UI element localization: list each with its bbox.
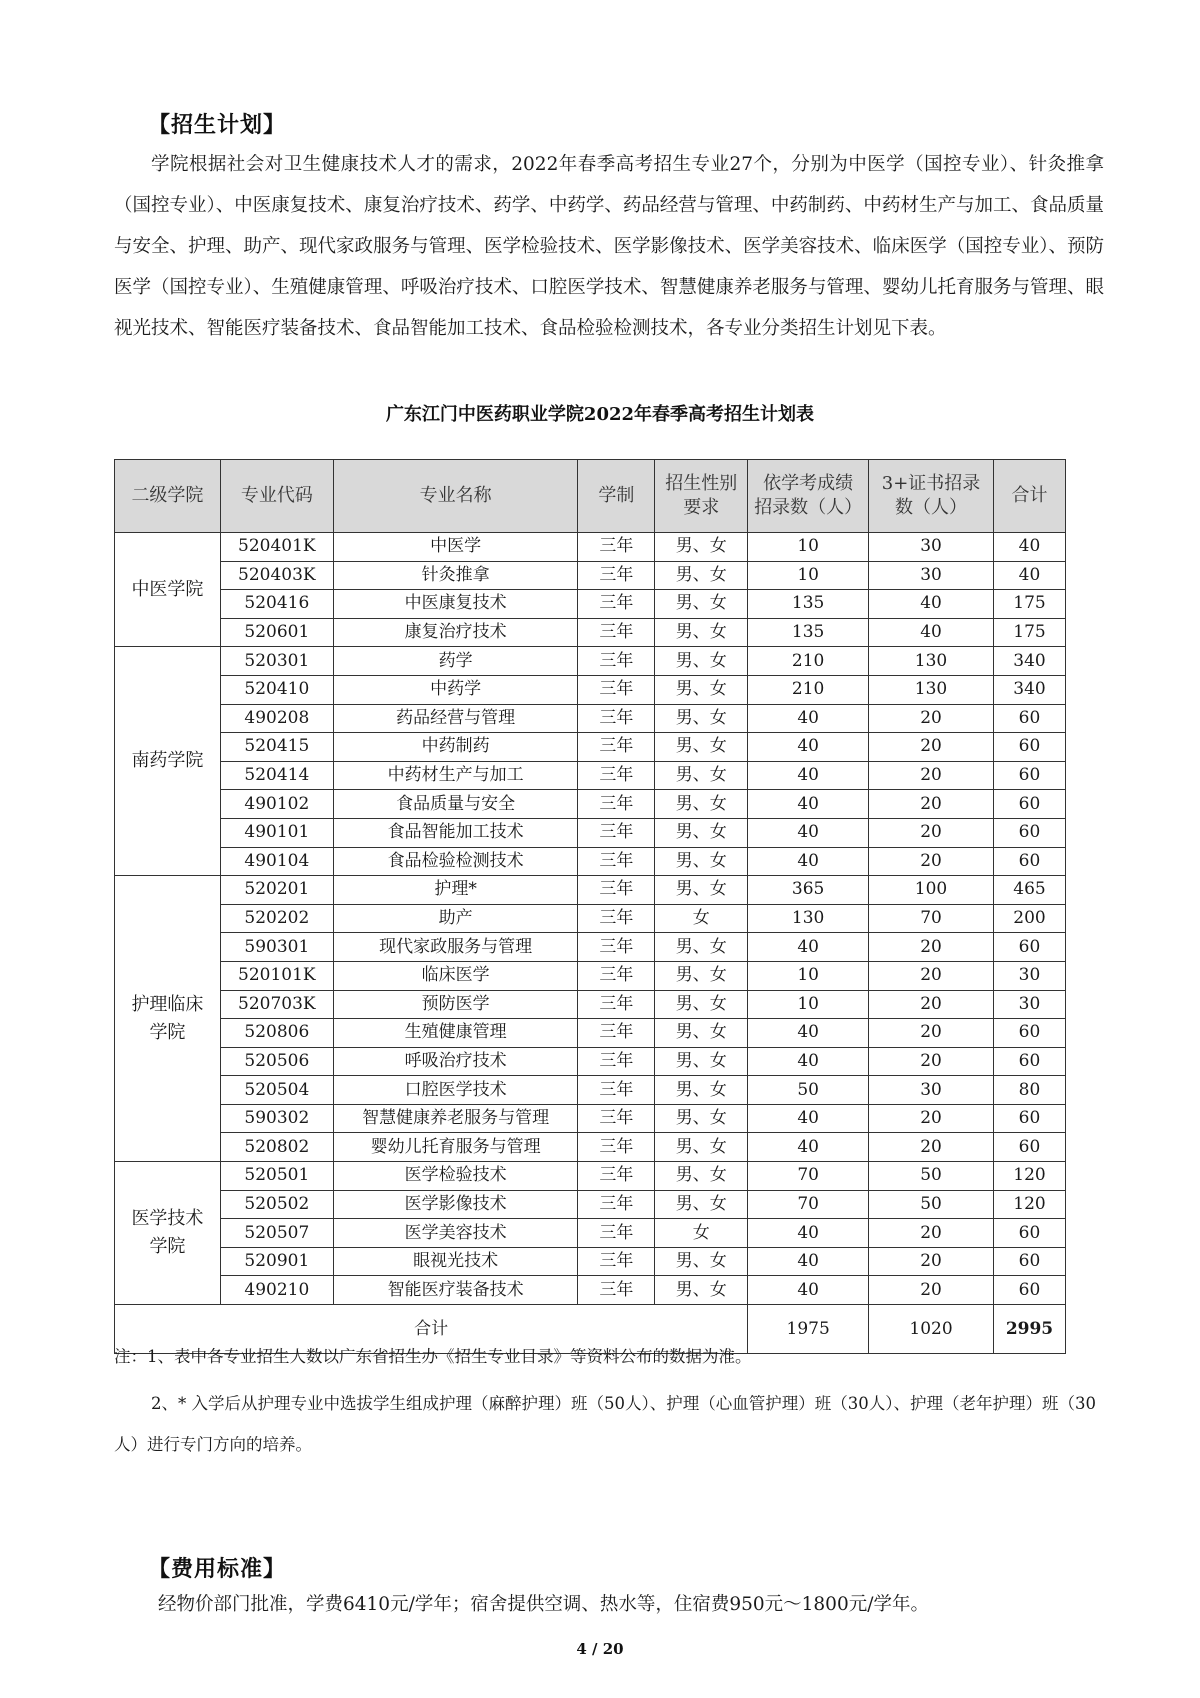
exam-count: 40 (748, 790, 869, 819)
exam-count: 70 (748, 1190, 869, 1219)
table-row (115, 1247, 1066, 1276)
duration: 三年 (578, 761, 655, 790)
exam-count: 50 (748, 1076, 869, 1105)
cert-count: 30 (869, 533, 994, 562)
cert-count: 20 (869, 1047, 994, 1076)
cert-count: 20 (869, 961, 994, 990)
row-total: 120 (993, 1162, 1065, 1191)
duration: 三年 (578, 647, 655, 676)
exam-count: 135 (748, 618, 869, 647)
exam-count: 40 (748, 1276, 869, 1305)
enrollment-plan-paragraph: 学院根据社会对卫生健康技术人才的需求，2022年春季高考招生专业27个，分别为中医学（国控专业）、针灸推拿（国控专业）、中医康复技术、康复治疗技术、药学、中药学、药品经营与管理、中药制药、中药材生产与加工、食品质量与安全、护理、助产、现代家政服务与管理、医学检验技术、医学影像技术、医学美容技术、临床医学（国控专业）、预防医学（国控专业）、生殖健康管理、呼吸治疗技术、口腔医学技术、智慧健康养老服务与管理、婴幼儿托育服务与管理、眼视光技术、智能医疗装备技术、食品智能加工技术、食品检验检测技术，各专业分类招生计划见下表。 (114, 154, 1104, 339)
major-code: 520415 (220, 733, 333, 762)
duration: 三年 (578, 1190, 655, 1219)
gender: 男、女 (655, 733, 748, 762)
table-row (115, 704, 1066, 733)
page-number: 4 / 20 (576, 1640, 624, 1658)
section-title-fee-standard: 【费用标准】 (148, 1557, 287, 1582)
major-name: 食品智能加工技术 (333, 818, 578, 847)
table-row (115, 618, 1066, 647)
total-cert: 1020 (869, 1305, 994, 1354)
major-code: 520401K (220, 533, 333, 562)
major-name: 药品经营与管理 (333, 704, 578, 733)
college-cell: 护理临床学院 (115, 876, 221, 1162)
row-total: 175 (993, 618, 1065, 647)
exam-count: 40 (748, 818, 869, 847)
exam-count: 40 (748, 1104, 869, 1133)
table-row (115, 1276, 1066, 1305)
gender: 男、女 (655, 1076, 748, 1105)
exam-count: 365 (748, 876, 869, 905)
exam-count: 210 (748, 647, 869, 676)
table-row (115, 1219, 1066, 1248)
major-name: 口腔医学技术 (333, 1076, 578, 1105)
cert-count: 70 (869, 904, 994, 933)
exam-count: 10 (748, 561, 869, 590)
major-name: 护理* (333, 876, 578, 905)
duration: 三年 (578, 1076, 655, 1105)
cert-count: 50 (869, 1190, 994, 1219)
table-row (115, 533, 1066, 562)
duration: 三年 (578, 1133, 655, 1162)
row-total: 60 (993, 704, 1065, 733)
exam-count: 40 (748, 704, 869, 733)
total-sum: 2995 (993, 1305, 1065, 1354)
major-code: 520501 (220, 1162, 333, 1191)
header-college: 二级学院 (115, 460, 221, 533)
exam-count: 40 (748, 1247, 869, 1276)
cert-count: 20 (869, 1247, 994, 1276)
row-total: 60 (993, 933, 1065, 962)
major-code: 490208 (220, 704, 333, 733)
gender: 男、女 (655, 933, 748, 962)
exam-count: 40 (748, 933, 869, 962)
cert-count: 20 (869, 704, 994, 733)
major-code: 520504 (220, 1076, 333, 1105)
table-row (115, 561, 1066, 590)
exam-count: 70 (748, 1162, 869, 1191)
row-total: 60 (993, 1047, 1065, 1076)
table-row (115, 761, 1066, 790)
major-name: 现代家政服务与管理 (333, 933, 578, 962)
major-code: 520410 (220, 675, 333, 704)
gender: 男、女 (655, 790, 748, 819)
major-code: 590302 (220, 1104, 333, 1133)
gender: 男、女 (655, 818, 748, 847)
gender: 男、女 (655, 990, 748, 1019)
row-total: 340 (993, 647, 1065, 676)
duration: 三年 (578, 818, 655, 847)
cert-count: 130 (869, 675, 994, 704)
major-code: 490210 (220, 1276, 333, 1305)
header-total: 合计 (993, 460, 1065, 533)
row-total: 340 (993, 675, 1065, 704)
duration: 三年 (578, 790, 655, 819)
cert-count: 20 (869, 1019, 994, 1048)
duration: 三年 (578, 1104, 655, 1133)
gender: 男、女 (655, 647, 748, 676)
major-name: 医学检验技术 (333, 1162, 578, 1191)
exam-count: 40 (748, 761, 869, 790)
major-code: 520502 (220, 1190, 333, 1219)
major-code: 520802 (220, 1133, 333, 1162)
table-row (115, 961, 1066, 990)
major-name: 食品检验检测技术 (333, 847, 578, 876)
major-name: 中药学 (333, 675, 578, 704)
duration: 三年 (578, 675, 655, 704)
cert-count: 20 (869, 1133, 994, 1162)
duration: 三年 (578, 990, 655, 1019)
duration: 三年 (578, 561, 655, 590)
major-code: 520202 (220, 904, 333, 933)
cert-count: 20 (869, 847, 994, 876)
gender: 男、女 (655, 847, 748, 876)
cert-count: 40 (869, 590, 994, 619)
row-total: 60 (993, 1247, 1065, 1276)
fee-paragraph: 经物价部门批准，学费6410元/学年；宿舍提供空调、热水等，住宿费950元～1800元/学年。 (158, 1594, 929, 1615)
row-total: 40 (993, 533, 1065, 562)
gender: 男、女 (655, 761, 748, 790)
major-name: 预防医学 (333, 990, 578, 1019)
major-code: 520901 (220, 1247, 333, 1276)
table-row (115, 1162, 1066, 1191)
gender: 女 (655, 1219, 748, 1248)
duration: 三年 (578, 904, 655, 933)
table-row (115, 1047, 1066, 1076)
table-row (115, 933, 1066, 962)
exam-count: 40 (748, 1047, 869, 1076)
table-row (115, 1190, 1066, 1219)
section-title-enrollment-plan: 【招生计划】 (148, 113, 287, 138)
row-total: 60 (993, 1019, 1065, 1048)
cert-count: 20 (869, 761, 994, 790)
major-code: 520601 (220, 618, 333, 647)
cert-count: 20 (869, 818, 994, 847)
duration: 三年 (578, 704, 655, 733)
cert-count: 20 (869, 1276, 994, 1305)
duration: 三年 (578, 1219, 655, 1248)
row-total: 60 (993, 818, 1065, 847)
major-name: 康复治疗技术 (333, 618, 578, 647)
duration: 三年 (578, 618, 655, 647)
gender: 男、女 (655, 561, 748, 590)
cert-count: 130 (869, 647, 994, 676)
gender: 男、女 (655, 704, 748, 733)
major-name: 智能医疗装备技术 (333, 1276, 578, 1305)
row-total: 60 (993, 1219, 1065, 1248)
duration: 三年 (578, 847, 655, 876)
table-row (115, 1019, 1066, 1048)
major-name: 眼视光技术 (333, 1247, 578, 1276)
gender: 男、女 (655, 1247, 748, 1276)
gender: 男、女 (655, 1019, 748, 1048)
major-name: 中药材生产与加工 (333, 761, 578, 790)
cert-count: 40 (869, 618, 994, 647)
exam-count: 10 (748, 533, 869, 562)
row-total: 80 (993, 1076, 1065, 1105)
row-total: 60 (993, 847, 1065, 876)
table-title: 广东江门中医药职业学院2022年春季高考招生计划表 (385, 404, 815, 425)
header-exam-admission: 依学考成绩招录数（人） (748, 460, 869, 533)
header-duration: 学制 (578, 460, 655, 533)
note-1: 注：1、表中各专业招生人数以广东省招生办《招生专业目录》等资料公布的数据为准。 (114, 1347, 752, 1366)
table-body (115, 533, 1066, 1305)
exam-count: 10 (748, 990, 869, 1019)
gender: 男、女 (655, 1190, 748, 1219)
gender: 男、女 (655, 876, 748, 905)
gender: 男、女 (655, 1133, 748, 1162)
gender: 男、女 (655, 1276, 748, 1305)
header-gender: 招生性别要求 (655, 460, 748, 533)
major-name: 智慧健康养老服务与管理 (333, 1104, 578, 1133)
table-row (115, 1133, 1066, 1162)
duration: 三年 (578, 733, 655, 762)
exam-count: 10 (748, 961, 869, 990)
table-row (115, 818, 1066, 847)
gender: 男、女 (655, 1162, 748, 1191)
row-total: 30 (993, 990, 1065, 1019)
cert-count: 100 (869, 876, 994, 905)
gender: 男、女 (655, 1104, 748, 1133)
row-total: 60 (993, 790, 1065, 819)
table-row (115, 876, 1066, 905)
major-code: 520506 (220, 1047, 333, 1076)
major-code: 490102 (220, 790, 333, 819)
major-code: 520403K (220, 561, 333, 590)
table-header-row (115, 460, 1066, 533)
college-cell: 南药学院 (115, 647, 221, 876)
college-cell: 医学技术学院 (115, 1162, 221, 1305)
table-row (115, 733, 1066, 762)
row-total: 60 (993, 1276, 1065, 1305)
exam-count: 135 (748, 590, 869, 619)
major-code: 520301 (220, 647, 333, 676)
duration: 三年 (578, 961, 655, 990)
table-row (115, 1104, 1066, 1133)
header-major-name: 专业名称 (333, 460, 578, 533)
duration: 三年 (578, 876, 655, 905)
exam-count: 40 (748, 733, 869, 762)
gender: 男、女 (655, 618, 748, 647)
row-total: 30 (993, 961, 1065, 990)
major-name: 中医学 (333, 533, 578, 562)
major-code: 520703K (220, 990, 333, 1019)
major-name: 食品质量与安全 (333, 790, 578, 819)
major-name: 医学美容技术 (333, 1219, 578, 1248)
cert-count: 30 (869, 1076, 994, 1105)
table-row (115, 847, 1066, 876)
header-cert-admission: 3+证书招录数（人） (869, 460, 994, 533)
gender: 男、女 (655, 961, 748, 990)
duration: 三年 (578, 1162, 655, 1191)
cert-count: 20 (869, 733, 994, 762)
enrollment-plan-table (114, 459, 1066, 1354)
duration: 三年 (578, 933, 655, 962)
note-2: 2、* 入学后从护理专业中选拔学生组成护理（麻醉护理）班（50人）、护理（心血管护理）班（30人）、护理（老年护理）班（30人）进行专门方向的培养。 (114, 1394, 1096, 1454)
major-name: 生殖健康管理 (333, 1019, 578, 1048)
college-cell: 中医学院 (115, 533, 221, 647)
major-code: 520201 (220, 876, 333, 905)
exam-count: 40 (748, 847, 869, 876)
table-row (115, 590, 1066, 619)
duration: 三年 (578, 1276, 655, 1305)
exam-count: 210 (748, 675, 869, 704)
cert-count: 20 (869, 1104, 994, 1133)
cert-count: 50 (869, 1162, 994, 1191)
row-total: 60 (993, 1104, 1065, 1133)
duration: 三年 (578, 1019, 655, 1048)
major-code: 520101K (220, 961, 333, 990)
exam-count: 40 (748, 1133, 869, 1162)
exam-count: 40 (748, 1019, 869, 1048)
cert-count: 30 (869, 561, 994, 590)
gender: 男、女 (655, 1047, 748, 1076)
row-total: 60 (993, 733, 1065, 762)
major-name: 药学 (333, 647, 578, 676)
major-code: 490101 (220, 818, 333, 847)
major-code: 520507 (220, 1219, 333, 1248)
major-name: 针灸推拿 (333, 561, 578, 590)
major-name: 助产 (333, 904, 578, 933)
cert-count: 20 (869, 933, 994, 962)
table-row (115, 790, 1066, 819)
row-total: 465 (993, 876, 1065, 905)
table-row (115, 647, 1066, 676)
row-total: 40 (993, 561, 1065, 590)
major-code: 520414 (220, 761, 333, 790)
major-name: 中药制药 (333, 733, 578, 762)
row-total: 120 (993, 1190, 1065, 1219)
total-exam: 1975 (748, 1305, 869, 1354)
major-code: 520806 (220, 1019, 333, 1048)
header-major-code: 专业代码 (220, 460, 333, 533)
major-name: 医学影像技术 (333, 1190, 578, 1219)
duration: 三年 (578, 1047, 655, 1076)
exam-count: 40 (748, 1219, 869, 1248)
row-total: 175 (993, 590, 1065, 619)
row-total: 60 (993, 1133, 1065, 1162)
total-label: 合计 (115, 1305, 748, 1354)
row-total: 60 (993, 761, 1065, 790)
gender: 女 (655, 904, 748, 933)
major-name: 婴幼儿托育服务与管理 (333, 1133, 578, 1162)
cert-count: 20 (869, 790, 994, 819)
major-code: 590301 (220, 933, 333, 962)
exam-count: 130 (748, 904, 869, 933)
table-row (115, 1076, 1066, 1105)
major-name: 中医康复技术 (333, 590, 578, 619)
major-name: 呼吸治疗技术 (333, 1047, 578, 1076)
duration: 三年 (578, 590, 655, 619)
cert-count: 20 (869, 1219, 994, 1248)
cert-count: 20 (869, 990, 994, 1019)
table-row (115, 904, 1066, 933)
major-code: 520416 (220, 590, 333, 619)
gender: 男、女 (655, 675, 748, 704)
table-row (115, 675, 1066, 704)
row-total: 200 (993, 904, 1065, 933)
table-row (115, 990, 1066, 1019)
major-name: 临床医学 (333, 961, 578, 990)
duration: 三年 (578, 533, 655, 562)
gender: 男、女 (655, 590, 748, 619)
gender: 男、女 (655, 533, 748, 562)
duration: 三年 (578, 1247, 655, 1276)
major-code: 490104 (220, 847, 333, 876)
